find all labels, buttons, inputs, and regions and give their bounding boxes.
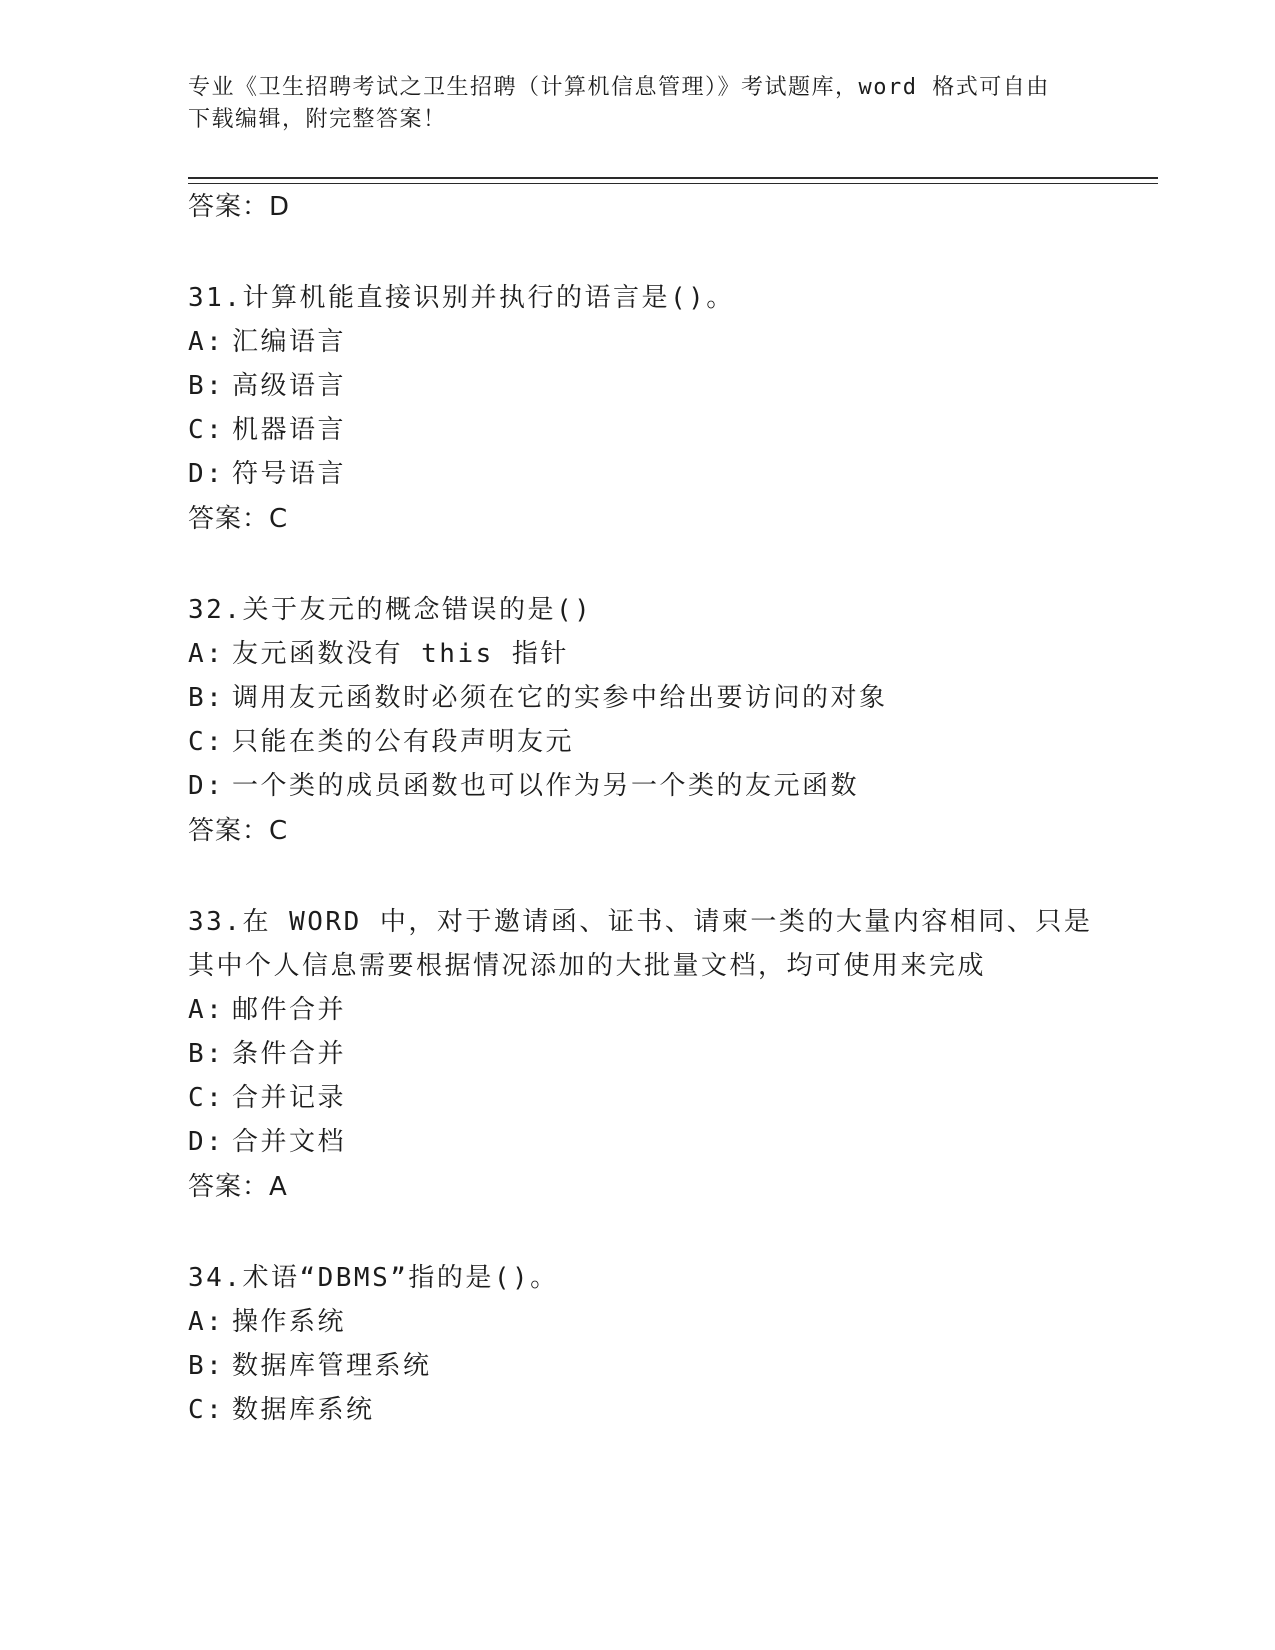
question-34-option-c <box>188 1393 375 1427</box>
option-key: C: <box>188 1395 225 1425</box>
header-divider-thin <box>188 183 1158 184</box>
question-32-answer: 答案：C <box>188 816 289 846</box>
question-34-option-a <box>188 1305 346 1339</box>
option-key: A: <box>188 327 225 357</box>
option-text: 机器语言 <box>232 415 347 445</box>
option-key: B: <box>188 371 225 401</box>
option-key: A: <box>188 639 225 669</box>
option-text: 数据库管理系统 <box>232 1351 432 1381</box>
option-text: 邮件合并 <box>232 995 347 1025</box>
option-key: D: <box>188 1127 225 1157</box>
question-31-option-c <box>188 413 346 447</box>
question-33-stem-line-2: 其中个人信息需要根据情况添加的大批量文档，均可使用来完成 <box>188 951 987 981</box>
option-key: B: <box>188 1351 225 1381</box>
option-text: 合并记录 <box>232 1083 347 1113</box>
question-31-answer: 答案：C <box>188 504 289 534</box>
question-33-option-c <box>188 1081 346 1115</box>
question-32-stem: 32.关于友元的概念错误的是() <box>188 595 593 625</box>
header-divider-thick <box>188 177 1158 179</box>
option-key: B: <box>188 683 225 713</box>
previous-answer: 答案：D <box>188 192 291 222</box>
option-text: 只能在类的公有段声明友元 <box>232 727 575 757</box>
question-33-option-b <box>188 1037 346 1071</box>
question-34-stem: 34.术语“DBMS”指的是()。 <box>188 1263 559 1293</box>
question-32-option-d <box>188 769 859 803</box>
option-key: D: <box>188 771 225 801</box>
option-text: 一个类的成员函数也可以作为另一个类的友元函数 <box>232 771 860 801</box>
option-text: 调用友元函数时必须在它的实参中给出要访问的对象 <box>232 683 888 713</box>
question-34-option-b <box>188 1349 432 1383</box>
question-33-stem-line-1: 33.在 WORD 中，对于邀请函、证书、请柬一类的大量内容相同、只是 <box>188 907 1093 937</box>
question-31-option-d <box>188 457 346 491</box>
question-32-option-b <box>188 681 888 715</box>
option-key: D: <box>188 459 225 489</box>
question-31-stem: 31.计算机能直接识别并执行的语言是()。 <box>188 283 735 313</box>
option-text: 操作系统 <box>232 1307 347 1337</box>
option-text: 高级语言 <box>232 371 347 401</box>
option-text: 数据库系统 <box>232 1395 375 1425</box>
question-32-option-a <box>188 637 569 671</box>
question-32-option-c <box>188 725 574 759</box>
document-header: 专业《卫生招聘考试之卫生招聘（计算机信息管理）》考试题库，word 格式可自由下载编辑，附完整答案！ <box>188 75 1050 132</box>
option-text: 合并文档 <box>232 1127 347 1157</box>
question-33-option-d <box>188 1125 346 1159</box>
question-31-option-b <box>188 369 346 403</box>
question-31-option-a <box>188 325 346 359</box>
option-text: 符号语言 <box>232 459 347 489</box>
option-key: A: <box>188 995 225 1025</box>
option-key: C: <box>188 1083 225 1113</box>
option-key: C: <box>188 727 225 757</box>
question-33-option-a <box>188 993 346 1027</box>
option-text: 条件合并 <box>232 1039 347 1069</box>
option-key: B: <box>188 1039 225 1069</box>
option-key: A: <box>188 1307 225 1337</box>
option-text: 友元函数没有 this 指针 <box>232 639 569 669</box>
question-33-answer: 答案：A <box>188 1172 288 1202</box>
option-text: 汇编语言 <box>232 327 347 357</box>
option-key: C: <box>188 415 225 445</box>
